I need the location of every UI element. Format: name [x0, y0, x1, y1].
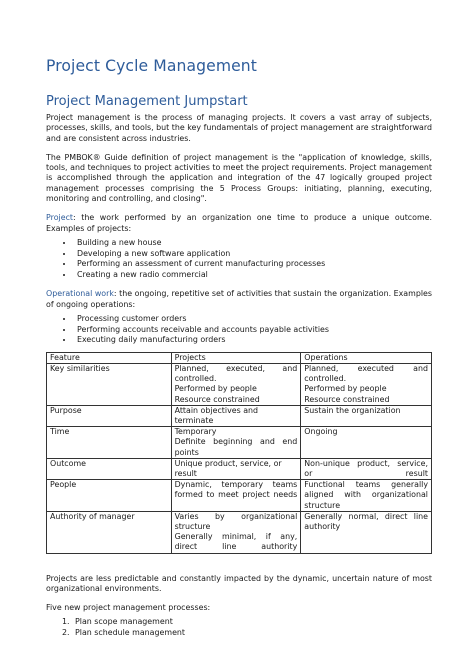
- table-cell-projects: [171, 427, 301, 459]
- operational-term: Operational work: [46, 289, 114, 299]
- table-cell-projects: [171, 458, 301, 479]
- cell-line: Temporary: [174, 427, 217, 437]
- operational-examples-list: [46, 314, 432, 346]
- project-definition: [46, 213, 432, 234]
- table-cell-projects: [171, 511, 301, 553]
- table-row: [47, 511, 432, 553]
- predictability-paragraph: Projects are less predictable and constantly impacted by the dynamic, uncertain nature of most organizational environments.: [46, 573, 432, 593]
- list-item: • Creating a new radio commercial: [74, 270, 432, 281]
- project-definition-text: : the work performed by an organization one time to produce a unique outcome. Examples of projects:: [46, 213, 432, 233]
- table-cell-feature: Key similarities: [47, 363, 172, 405]
- operational-definition: [46, 289, 432, 310]
- table-cell-feature: People: [47, 480, 172, 512]
- table-header-cell: Feature: [47, 352, 172, 363]
- list-item: • Developing a new software application: [74, 249, 432, 260]
- table-row: [47, 458, 432, 479]
- table-row: [47, 480, 432, 512]
- cell-line: Definite beginning and end points: [174, 437, 298, 457]
- table-cell-operations: [301, 427, 432, 459]
- cell-line: Resource constrained: [304, 394, 390, 404]
- list-item: 1. Plan scope management: [72, 617, 432, 628]
- cell-line: Attain objectives and terminate: [174, 405, 259, 425]
- cell-line: Performed by people: [304, 384, 387, 394]
- cell-line: Unique product, service, or result: [174, 458, 282, 478]
- table-cell-feature: Authority of manager: [47, 511, 172, 553]
- list-item: 2. Plan schedule management: [72, 628, 432, 639]
- cell-line: Generally minimal, if any, direct line authority: [174, 532, 298, 552]
- table-header-cell: Projects: [171, 352, 301, 363]
- table-cell-feature: Purpose: [47, 405, 172, 426]
- cell-line: Performed by people: [174, 384, 257, 394]
- document-title: Project Cycle Management: [46, 57, 258, 75]
- table-row: [47, 363, 432, 405]
- cell-line: Generally normal, direct line authority: [304, 511, 428, 531]
- table-cell-feature: Time: [47, 427, 172, 459]
- table-cell-operations: [301, 480, 432, 512]
- cell-line: Resource constrained: [174, 394, 260, 404]
- cell-line: Varies by organizational structure: [174, 511, 298, 531]
- project-term: Project: [46, 213, 73, 223]
- processes-intro: Five new project management processes:: [46, 603, 211, 613]
- list-item: • Processing customer orders: [74, 314, 432, 325]
- cell-line: Ongoing: [304, 427, 338, 437]
- list-item: • Building a new house: [74, 238, 432, 249]
- list-item: • Performing accounts receivable and accounts payable activities: [74, 325, 432, 336]
- pmbok-paragraph: The PMBOK® Guide definition of project management is the "application of knowledge, skills, tools, and techniques to project activities to meet the project requirements. Project management is accomplished through the application and integration of the 47 logically grouped project management processes comprising the 5 Process Groups: initiating, planning, executing, monitoring and controlling, and closing".: [46, 152, 432, 204]
- table-cell-operations: [301, 511, 432, 553]
- section-heading: Project Management Jumpstart: [46, 94, 248, 109]
- table-header-cell: Operations: [301, 352, 432, 363]
- cell-line: Dynamic, temporary teams formed to meet project needs: [174, 480, 298, 500]
- table-cell-operations: [301, 458, 432, 479]
- comparison-table: [46, 352, 432, 554]
- table-cell-operations: [301, 363, 432, 405]
- operational-definition-text: : the ongoing, repetitive set of activities that sustain the organization. Examples of ongoing operations:: [46, 289, 432, 309]
- table-header-row: [47, 352, 432, 363]
- table-row: [47, 427, 432, 459]
- cell-line: Non-unique product, service, or result: [304, 458, 428, 478]
- cell-line: Sustain the organization: [304, 405, 401, 415]
- cell-line: Functional teams generally aligned with organizational structure: [304, 480, 428, 510]
- table-cell-feature: Outcome: [47, 458, 172, 479]
- cell-line: Planned, executed, and controlled.: [174, 363, 298, 384]
- project-examples-list: [46, 238, 432, 280]
- cell-line: Planned, executed and controlled.: [304, 363, 428, 384]
- processes-list: [46, 617, 432, 638]
- table-row: [47, 405, 432, 426]
- table-cell-projects: [171, 363, 301, 405]
- list-item: • Executing daily manufacturing orders: [74, 335, 432, 346]
- table-cell-projects: [171, 405, 301, 426]
- list-item: • Performing an assessment of current manufacturing processes: [74, 259, 432, 270]
- table-cell-operations: [301, 405, 432, 426]
- table-cell-projects: [171, 480, 301, 512]
- intro-paragraph: Project management is the process of managing projects. It covers a vast array of subjects, processes, skills, and tools, but the key fundamentals of project management are straightforward and are consistent across industries.: [46, 113, 432, 143]
